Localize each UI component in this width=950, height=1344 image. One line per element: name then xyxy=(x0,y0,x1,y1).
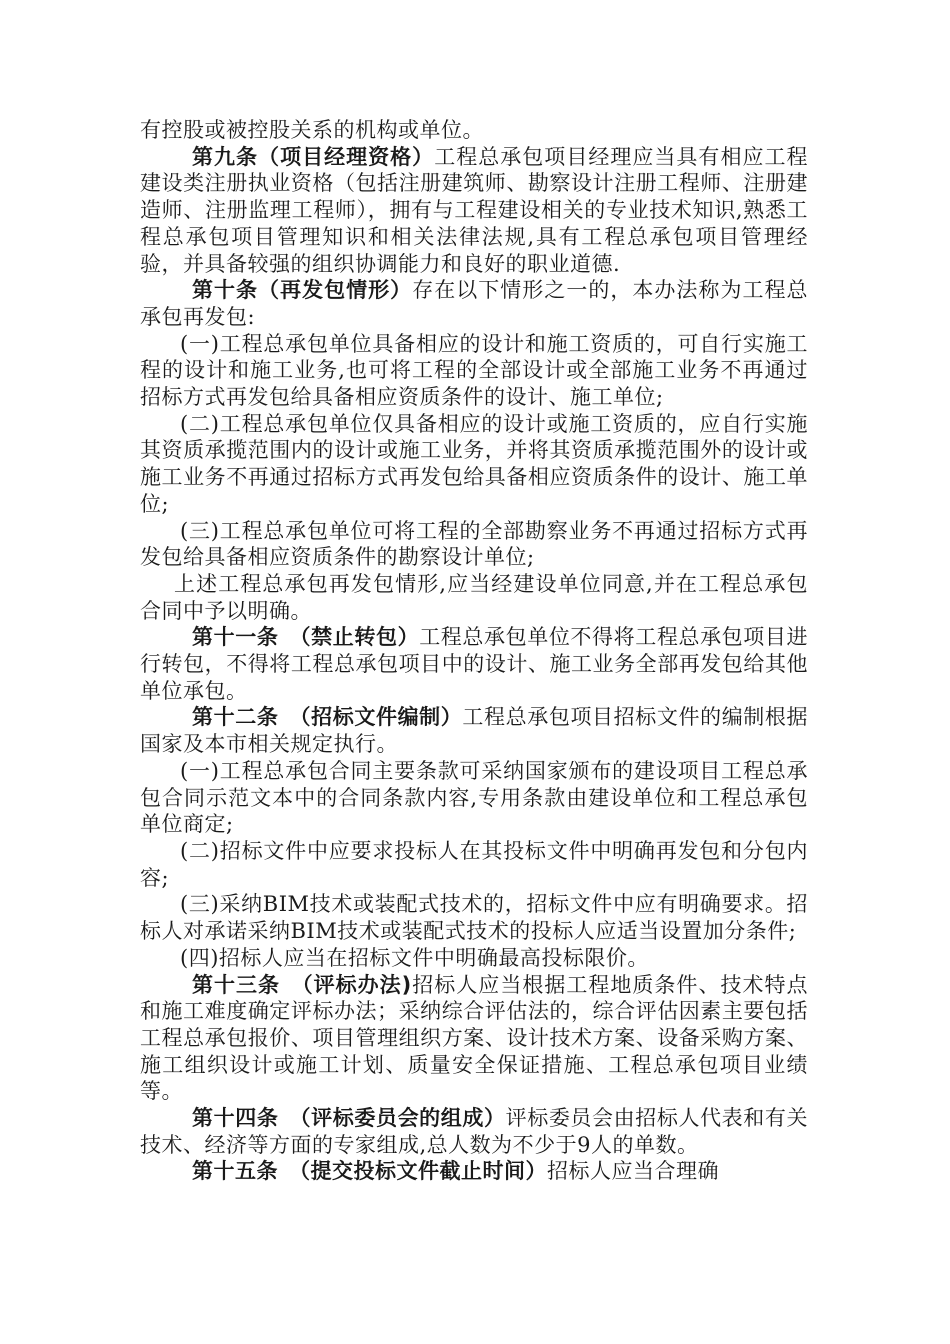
list-item: (三)采纳BIM技术或装配式技术的，招标文件中应有明确要求。招标人对承诺采纳BIM技术或装配式技术的投标人应适当设置加分条件; xyxy=(140,892,808,944)
article-body: 工程总承包项目招标文件的编制根据国家及本市相关规定执行。 xyxy=(140,705,809,757)
article-body: 工程总承包项目经理应当具有相应工程建设类注册执业资格（包括注册建筑师、勘察设计注册工程师、注册建造师、注册监理工程师），拥有与工程建设相关的专业技术知识,熟悉工程总承包项目管理知识和相关法律法规,具有工程总承包项目管理经验，并具备较强的组织协调能力和良好的职业道德. xyxy=(140,144,808,276)
list-item: (一)工程总承包合同主要条款可采纳国家颁布的建设项目工程总承包合同示范文本中的合同条款内容,专用条款由建设单位和工程总承包单位商定; xyxy=(140,758,808,837)
list-item: (三)工程总承包单位可将工程的全部勘察业务不再通过招标方式再发包给具备相应资质条件的勘察设计单位; xyxy=(140,518,808,570)
article-heading: 第九条（项目经理资格） xyxy=(192,144,435,169)
article-body: 存在以下情形之一的，本办法称为工程总承包再发包: xyxy=(140,278,809,329)
article-9 xyxy=(140,144,808,278)
article-heading: 第十二条 （招标文件编制） xyxy=(192,705,463,730)
paragraph-plain: 有控股或被控股关系的机构或单位。 xyxy=(140,118,484,142)
list-item: (二)招标文件中应要求投标人在其投标文件中明确再发包和分包内容; xyxy=(140,838,808,890)
article-heading: 第十三条 （评标办法) xyxy=(192,972,412,997)
article-body: 招标人应当根据工程地质条件、技术特点和施工难度确定评标办法；采纳综合评估法的，综合评估因素主要包括工程总承包报价、项目管理组织方案、设计技术方案、设备采购方案、施工组织设计或施工计划、质量安全保证措施、工程总承包项目业绩等。 xyxy=(140,972,808,1104)
article-heading: 第十五条 （提交投标文件截止时间） xyxy=(192,1159,547,1184)
article-14 xyxy=(140,1105,808,1158)
list-item: (一)工程总承包单位具备相应的设计和施工资质的，可自行实施工程的设计和施工业务,也可将工程的全部设计或全部施工业务不再通过招标方式再发包给具备相应资质条件的设计、施工单位; xyxy=(140,331,808,410)
article-15 xyxy=(140,1158,808,1185)
article-12 xyxy=(140,704,808,757)
document-page xyxy=(140,117,808,1185)
article-11 xyxy=(140,624,808,704)
article-heading: 第十四条 （评标委员会的组成） xyxy=(192,1106,506,1131)
list-item: (二)工程总承包单位仅具备相应的设计或施工资质的，应自行实施其资质承揽范围内的设计或施工业务，并将其资质承揽范围外的设计或施工业务不再通过招标方式再发包给具备相应资质条件的设计、施工单位; xyxy=(140,411,808,516)
article-13 xyxy=(140,972,808,1106)
list-item: (四)招标人应当在招标文件中明确最高投标限价。 xyxy=(180,945,649,970)
article-heading: 第十一条 （禁止转包） xyxy=(192,625,420,650)
article-10 xyxy=(140,277,808,330)
article-body: 工程总承包单位不得将工程总承包项目进行转包，不得将工程总承包项目中的设计、施工业务全部再发包给其他单位承包。 xyxy=(140,625,809,703)
article-body: 招标人应当合理确 xyxy=(547,1159,719,1184)
article-heading: 第十条（再发包情形） xyxy=(192,278,413,303)
article-body: 评标委员会由招标人代表和有关技术、经济等方面的专家组成,总人数为不少于9人的单数。 xyxy=(140,1106,809,1157)
paragraph-note: 上述工程总承包再发包情形,应当经建设单位同意,并在工程总承包合同中予以明确。 xyxy=(140,571,808,623)
